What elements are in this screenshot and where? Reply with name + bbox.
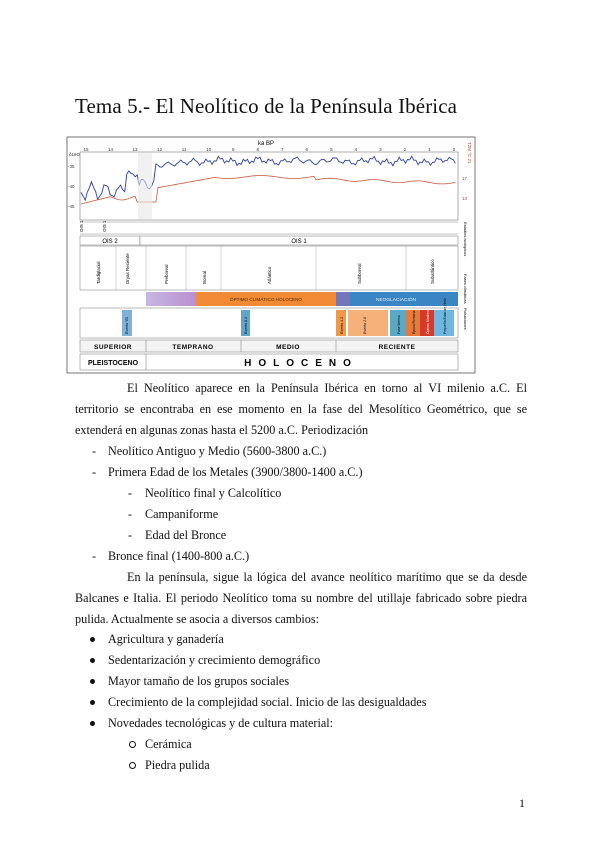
change-item: Sedentarización y crecimiento demográfico [75, 650, 527, 671]
pollen-phase-label: Preboreal [164, 264, 169, 284]
period-sub-item: - Campaniforme [75, 504, 527, 525]
ois-main-label: OIS 2 [102, 239, 118, 245]
pulse-label: Fase Ibérica [397, 315, 401, 334]
top-tick-label: 15 [83, 147, 89, 152]
period-item: - Bronce final (1400-800 a.C.) [75, 546, 527, 567]
top-tick-label: 9 [231, 147, 235, 152]
event-28-block [348, 310, 388, 336]
epoch-label: HOLOCENO [244, 358, 358, 369]
changes-list [75, 629, 527, 776]
epoch-label: PLEISTOCENO [87, 360, 139, 367]
younger-dryas-band [138, 153, 152, 219]
change-item: Agricultura y ganadería [75, 629, 527, 650]
curve-plot-area [80, 152, 458, 220]
top-tick-label: 8 [256, 147, 259, 152]
left-axis-title: δ18O [69, 152, 81, 157]
pollen-phase-label: Boreal [202, 270, 207, 284]
ois-main-label: OIS 1 [291, 239, 307, 245]
top-tick-label: 12 [157, 147, 163, 152]
right-axis-tick: 13 [462, 196, 468, 201]
right-column-label: Pulsaciones [463, 308, 468, 330]
dash-marker: - [128, 528, 133, 542]
bullet-icon [90, 721, 95, 726]
top-tick-label: 10 [206, 147, 212, 152]
pulse-label: Evento 4.2 [340, 316, 344, 334]
ois-small-label: OIS 1 [102, 220, 107, 232]
pollen-phase-label: Dryas Reciente [125, 253, 130, 284]
optimo-label: ÓPTIMO CLIMÁTICO HOLOCENO [230, 297, 302, 302]
pulse-label: Pequeña Edad de Hielo [443, 298, 447, 334]
dash-marker: - [92, 465, 97, 479]
left-axis-tick: -35 [68, 164, 75, 169]
ois-small-label: OIS 1 [79, 220, 84, 232]
top-tick-label: 2 [403, 147, 407, 152]
top-tick-label: 3 [379, 147, 382, 152]
second-paragraph: En la península, sigue la lógica del avance neolítico marítimo que se da desde Balcanes e Italia. El periodo Neolítico toma su nombre del utillaje fabricado sobre piedra pulida. Actualmente se asocia a diversos cambios: [75, 570, 527, 626]
change-item: Crecimiento de la complejidad social. Inicio de las desigualdades [75, 692, 527, 713]
dash-marker: - [92, 444, 97, 458]
sub-period-label: TEMPRANO [172, 344, 214, 351]
small-event-label: Evento 2.8 [363, 316, 367, 334]
left-axis-tick: -40 [68, 184, 75, 189]
top-tick-label: 11 [181, 147, 187, 152]
change-sub-item: Cerámica [75, 734, 527, 755]
top-tick-label: 13 [132, 147, 138, 152]
bullet-icon [90, 679, 95, 684]
bullet-icon [90, 637, 95, 642]
change-item: Mayor tamaño de los grupos sociales [75, 671, 527, 692]
intro-paragraph: El Neolítico aparece en la Península Ibérica en torno al VI milenio a.C. El territorio se encontraba en ese momento en la fase del Mesolítico Geométrico, que se extenderá en algunas zonas hasta el 5200 a.C. Periodización [75, 381, 527, 437]
top-tick-label: 6 [305, 147, 309, 152]
top-tick-label: 4 [354, 147, 358, 152]
top-tick-label: 5 [330, 147, 333, 152]
period-item: - Neolítico Antiguo y Medio (5600-3800 a.C.) [75, 441, 527, 462]
small-event-label: Evento YD [125, 316, 129, 334]
right-axis-title: T2M °C 21 [467, 142, 472, 164]
right-column-label: Fases climáticas [463, 274, 468, 304]
change-item: Novedades tecnológicas y de cultura material: [75, 713, 527, 734]
dash-marker: - [92, 549, 97, 563]
dash-marker: - [128, 486, 133, 500]
transition-band [146, 292, 196, 306]
axis-title: ka BP [257, 141, 275, 147]
right-column-label: Estadios isotópicos [463, 222, 468, 257]
period-sub-item: - Neolítico final y Calcolítico [75, 483, 527, 504]
pulse-label: Época Romana [412, 310, 416, 334]
top-tick-label: 7 [281, 147, 284, 152]
dash-marker: - [128, 507, 133, 521]
change-sub-item: Piedra pulida [75, 755, 527, 776]
page-title: Tema 5.- El Neolítico de la Península Ibérica [75, 94, 458, 118]
sub-period-label: MEDIO [276, 344, 300, 351]
period-sub-item: - Edad del Bronce [75, 525, 527, 546]
left-axis-tick: -45 [68, 204, 75, 209]
pollen-phase-label: Atlántico [267, 266, 272, 284]
pollen-phase-label: Subatlántico [430, 259, 435, 284]
neoglaciacion-label: NEOGLACIACIÓN [376, 298, 416, 303]
period-item: - Primera Edad de los Metales (3900/3800-1400 a.C.) [75, 462, 527, 483]
pollen-phase-label: Tardiglacial [96, 261, 101, 284]
circle-bullet-icon [129, 741, 136, 748]
pulse-label: Evento 8.2 [244, 316, 248, 334]
period-list [75, 441, 527, 567]
top-tick-label: 1 [428, 147, 431, 152]
pulse-label: Óptimo Medieval [426, 308, 430, 334]
right-axis-tick: 17 [462, 176, 468, 181]
pollen-phase-row [80, 246, 458, 290]
paleoclimate-figure [66, 136, 476, 374]
pollen-phase-label: Subboreal [357, 263, 362, 284]
bullet-icon [90, 658, 95, 663]
circle-bullet-icon [129, 762, 136, 769]
top-tick-label: 0 [452, 147, 456, 152]
page-number: 1 [519, 796, 525, 810]
bullet-icon [90, 700, 95, 705]
sub-period-label: SUPERIOR [94, 344, 132, 351]
top-tick-label: 14 [108, 147, 114, 152]
paleoclimate-chart [66, 136, 476, 374]
sub-period-label: RECIENTE [378, 344, 416, 351]
